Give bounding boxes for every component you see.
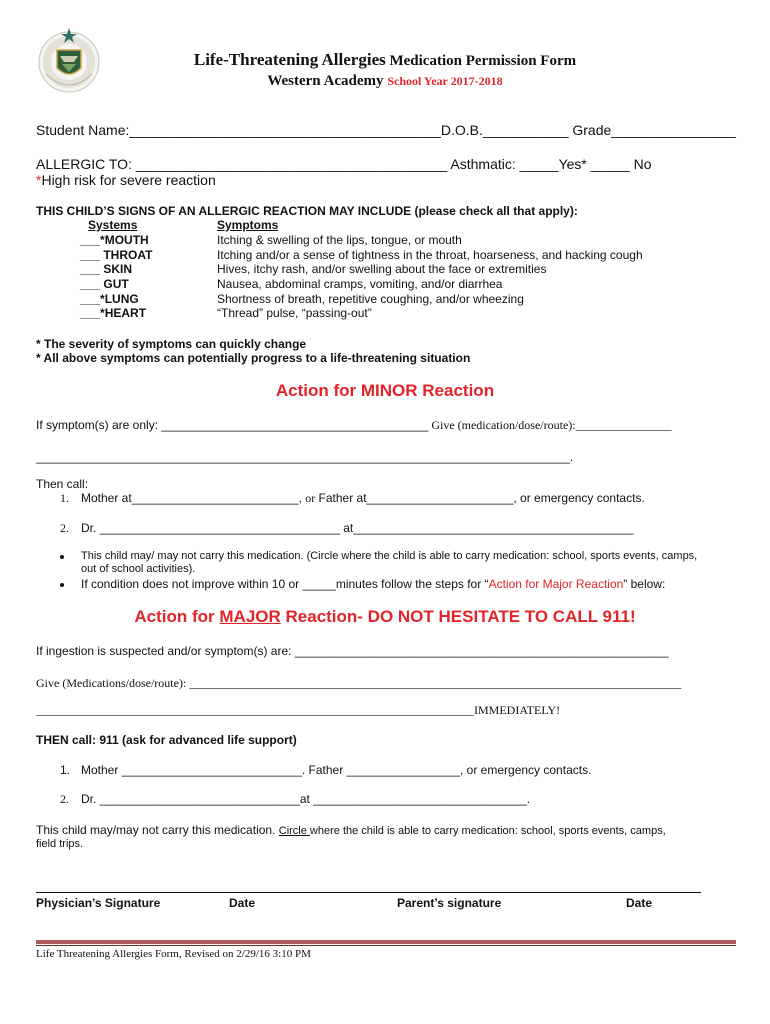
major-heading-major: MAJOR xyxy=(219,607,281,626)
major-carry-line2: field trips. xyxy=(36,838,84,850)
signs-heading: THIS CHILD’S SIGNS OF AN ALLERGIC REACTION MAY INCLUDE (please check all that apply): xyxy=(36,204,578,218)
symptom-mouth: Itching & swelling of the lips, tongue, or mouth xyxy=(217,233,462,247)
major-carry-line xyxy=(36,823,666,837)
minor-bullet2 xyxy=(81,577,665,591)
major-carry-post: where the child is able to carry medication: school, sports events, camps, xyxy=(309,825,666,837)
progress-note: * All above symptoms can potentially progress to a life-threatening situation xyxy=(36,351,471,365)
minor-give-label: Give (medication/dose/route):________________ xyxy=(428,418,672,432)
high-risk-text: High risk for severe reaction xyxy=(41,172,216,188)
physician-signature-label: Physician’s Signature xyxy=(36,896,161,910)
footer-rule xyxy=(36,940,736,944)
major-item2-num: 2. xyxy=(60,792,69,806)
minor-reaction-heading: Action for MINOR Reaction xyxy=(275,381,495,400)
minor-symptoms-label: If symptom(s) are only: ________________________________________ xyxy=(36,418,429,432)
minor-continuation-line: ________________________________________________________________________________. xyxy=(36,450,574,464)
major-carry-circle: Circle xyxy=(278,825,310,837)
physician-date-label: Date xyxy=(229,896,256,910)
severity-note: * The severity of symptoms can quickly change xyxy=(36,337,307,351)
minor-item1-father: Father at______________________, or emergency contacts. xyxy=(315,491,645,505)
symptom-gut: Nausea, abdominal cramps, vomiting, and/or diarrhea xyxy=(217,277,503,291)
systems-header: Systems xyxy=(88,218,138,232)
major-immediately-line: _________________________________________________________________________IMMEDIATELY! xyxy=(36,703,561,717)
system-mouth: ___*MOUTH xyxy=(80,233,149,247)
system-skin: ___ SKIN xyxy=(80,262,133,276)
high-risk-star: * xyxy=(36,172,42,188)
minor-item2-num: 2. xyxy=(60,521,69,535)
major-give-line: Give (Medications/dose/route): __________________________________________________________________________________ xyxy=(36,676,682,690)
minor-bullet2-link: Action for Major Reaction xyxy=(488,577,624,591)
student-name-line: Student Name:________________________________________D.O.B.___________ Grade________________ xyxy=(36,122,736,138)
bullet-dot xyxy=(60,583,64,587)
footer-rule-thin xyxy=(36,945,736,946)
system-lung: ___*LUNG xyxy=(80,292,139,306)
minor-item1-num: 1. xyxy=(60,491,69,505)
minor-bullet1-line2: out of school activities). xyxy=(81,563,196,575)
title-rest: Medication Permission Form xyxy=(385,53,577,69)
parent-signature-label: Parent’s signature xyxy=(397,896,502,910)
minor-bullet1-line1: This child may/ may not carry this medication. (Circle where the child is able to carry medication: school, sports events, camps, xyxy=(81,550,698,562)
minor-then-call: Then call: xyxy=(36,477,89,491)
major-ingestion-line: If ingestion is suspected and/or symptom(s) are: ________________________________________________________ xyxy=(36,644,669,658)
system-heart: ___*HEART xyxy=(80,306,147,320)
major-item1-num: 1. xyxy=(60,763,71,777)
major-carry-pre: This child may/may not carry this medication. xyxy=(36,823,279,837)
high-risk-note xyxy=(36,172,216,188)
minor-item1 xyxy=(81,491,645,506)
footer-text: Life Threatening Allergies Form, Revised on 2/29/16 3:10 PM xyxy=(36,948,311,960)
allergic-to-line: ALLERGIC TO: ________________________________________ Asthmatic: _____Yes* _____ No xyxy=(36,156,652,172)
minor-bullet2-pre: If condition does not improve within 10 or _____minutes follow the steps for “ xyxy=(81,577,489,591)
symptom-skin: Hives, itchy rash, and/or swelling about the face or extremities xyxy=(217,262,547,276)
system-gut: ___ GUT xyxy=(80,277,129,291)
school-name: Western Academy xyxy=(267,73,384,89)
major-heading-pre: Action for xyxy=(134,607,220,626)
major-then-call: THEN call: 911 (ask for advanced life support) xyxy=(36,733,297,747)
major-item2: Dr. ______________________________at ________________________________. xyxy=(81,792,531,806)
major-reaction-heading xyxy=(0,607,770,627)
minor-symptoms-line xyxy=(36,418,672,433)
system-throat: ___ THROAT xyxy=(80,248,153,262)
school-line xyxy=(0,73,770,90)
major-heading-post: Reaction- DO NOT HESITATE TO CALL 911! xyxy=(280,607,636,626)
minor-item2: Dr. ____________________________________ at__________________________________________ xyxy=(81,521,634,535)
major-item1: Mother ___________________________. Father _________________, or emergency contacts. xyxy=(81,763,592,777)
title-main: Life-Threatening Allergies xyxy=(193,50,386,69)
minor-bullet2-post: ” below: xyxy=(623,577,666,591)
school-year: School Year 2017-2018 xyxy=(387,74,503,88)
symptom-throat: Itching and/or a sense of tightness in the throat, hoarseness, and hacking cough xyxy=(217,248,643,262)
symptom-heart: “Thread” pulse, “passing-out” xyxy=(217,306,372,320)
symptom-lung: Shortness of breath, repetitive coughing, and/or wheezing xyxy=(217,292,524,306)
parent-date-label: Date xyxy=(626,896,653,910)
minor-item1-or: or xyxy=(305,491,316,505)
minor-item1-mother: Mother at_________________________, xyxy=(81,491,306,505)
symptoms-header: Symptoms xyxy=(217,218,279,232)
signature-line xyxy=(36,892,701,893)
bullet-dot xyxy=(60,555,64,559)
form-title xyxy=(0,50,770,70)
